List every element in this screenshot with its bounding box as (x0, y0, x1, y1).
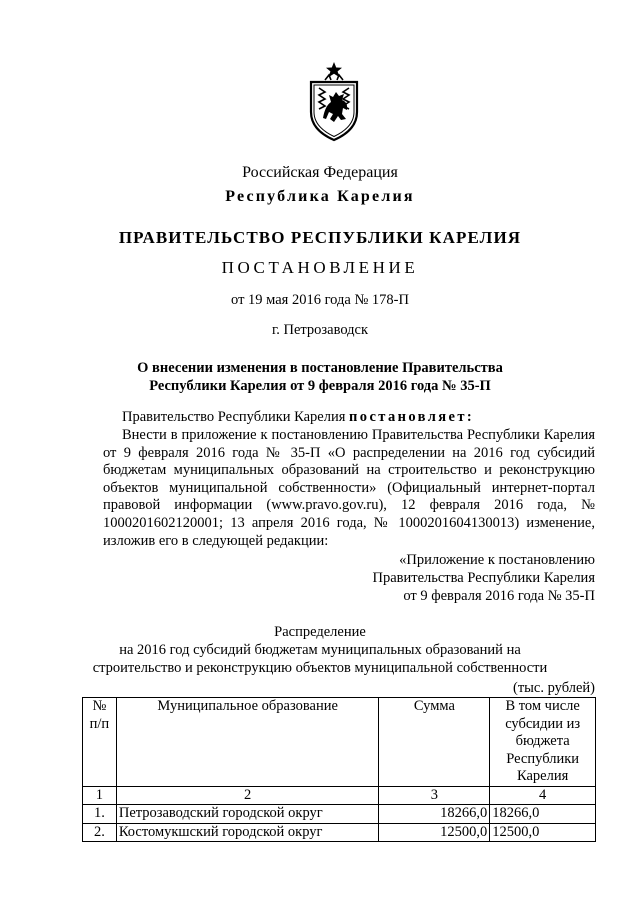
appendix-line-1: «Приложение к постановлению (399, 552, 595, 568)
table-header-row (83, 698, 596, 787)
decree-word: постановляет: (349, 409, 475, 425)
federation-name: Российская Федерация (242, 164, 398, 181)
appendix-line-2: Правительства Республики Карелия (372, 570, 595, 586)
distribution-heading: Распределение (274, 624, 366, 640)
table-column-numbers-row (83, 786, 596, 805)
document-title-line-1: О внесении изменения в постановление Правительства (137, 360, 503, 376)
allocation-table (82, 697, 596, 842)
row-subsidy: 18266,0 (490, 805, 596, 824)
decree-statement (103, 409, 595, 427)
appendix-line-3: от 9 февраля 2016 года № 35-П (403, 588, 595, 604)
row-subsidy: 12500,0 (490, 823, 596, 842)
row-municipality: Костомукшский городской округ (116, 823, 379, 842)
row-sum: 12500,0 (379, 823, 490, 842)
row-number: 1. (83, 805, 117, 824)
header-sum: Сумма (379, 698, 490, 787)
republic-name: Республика Карелия (225, 188, 415, 205)
distribution-line-2: строительство и реконструкцию объектов муниципальной собственности (92, 660, 548, 676)
row-sum: 18266,0 (379, 805, 490, 824)
document-title (0, 359, 640, 395)
distribution-title (0, 623, 640, 677)
document-title-line-2: Республики Карелия от 9 февраля 2016 года № 35-П (149, 378, 491, 394)
column-number-3: 3 (379, 786, 490, 805)
table-row (83, 805, 596, 824)
row-number: 2. (83, 823, 117, 842)
column-number-4: 4 (490, 786, 596, 805)
distribution-line-1: на 2016 год субсидий бюджетам муниципальных образований на (119, 642, 521, 658)
units-label: (тыс. рублей) (513, 680, 595, 696)
row-municipality: Петрозаводский городской округ (116, 805, 379, 824)
document-date-number: от 19 мая 2016 года № 178-П (231, 292, 409, 308)
document-type: ПОСТАНОВЛЕНИЕ (221, 258, 419, 277)
government-name: ПРАВИТЕЛЬСТВО РЕСПУБЛИКИ КАРЕЛИЯ (118, 228, 522, 247)
decree-prefix: Правительство Республики Карелия (122, 409, 350, 425)
header-municipality: Муниципальное образование (116, 698, 379, 787)
table-row (83, 823, 596, 842)
document-city: г. Петрозаводск (271, 322, 369, 338)
header-number: № п/п (83, 698, 117, 787)
column-number-1: 1 (83, 786, 117, 805)
decree-paragraph (103, 427, 595, 550)
header-subsidy: В том числе субсидии из бюджета Республики Карелия (490, 698, 596, 787)
appendix-reference (372, 551, 595, 605)
decree-paragraph-text: Внести в приложение к постановлению Правительства Республики Карелия от 9 февраля 2016 года № 35-П «О распределении на 2016 год субсидий бюджетам муниципальных образований на строительство и реконструкцию объектов муниципальной собственности» (Официальный интернет-портал правовой информации (www.pravo.gov.ru), 12 февраля 2016 года, № 1000201602120001; 13 апреля 2016 года, № 1000201604130013) изменение, изложив его в следующей редакции: (103, 427, 595, 549)
karelia-coat-of-arms-icon (303, 62, 365, 142)
column-number-2: 2 (116, 786, 379, 805)
